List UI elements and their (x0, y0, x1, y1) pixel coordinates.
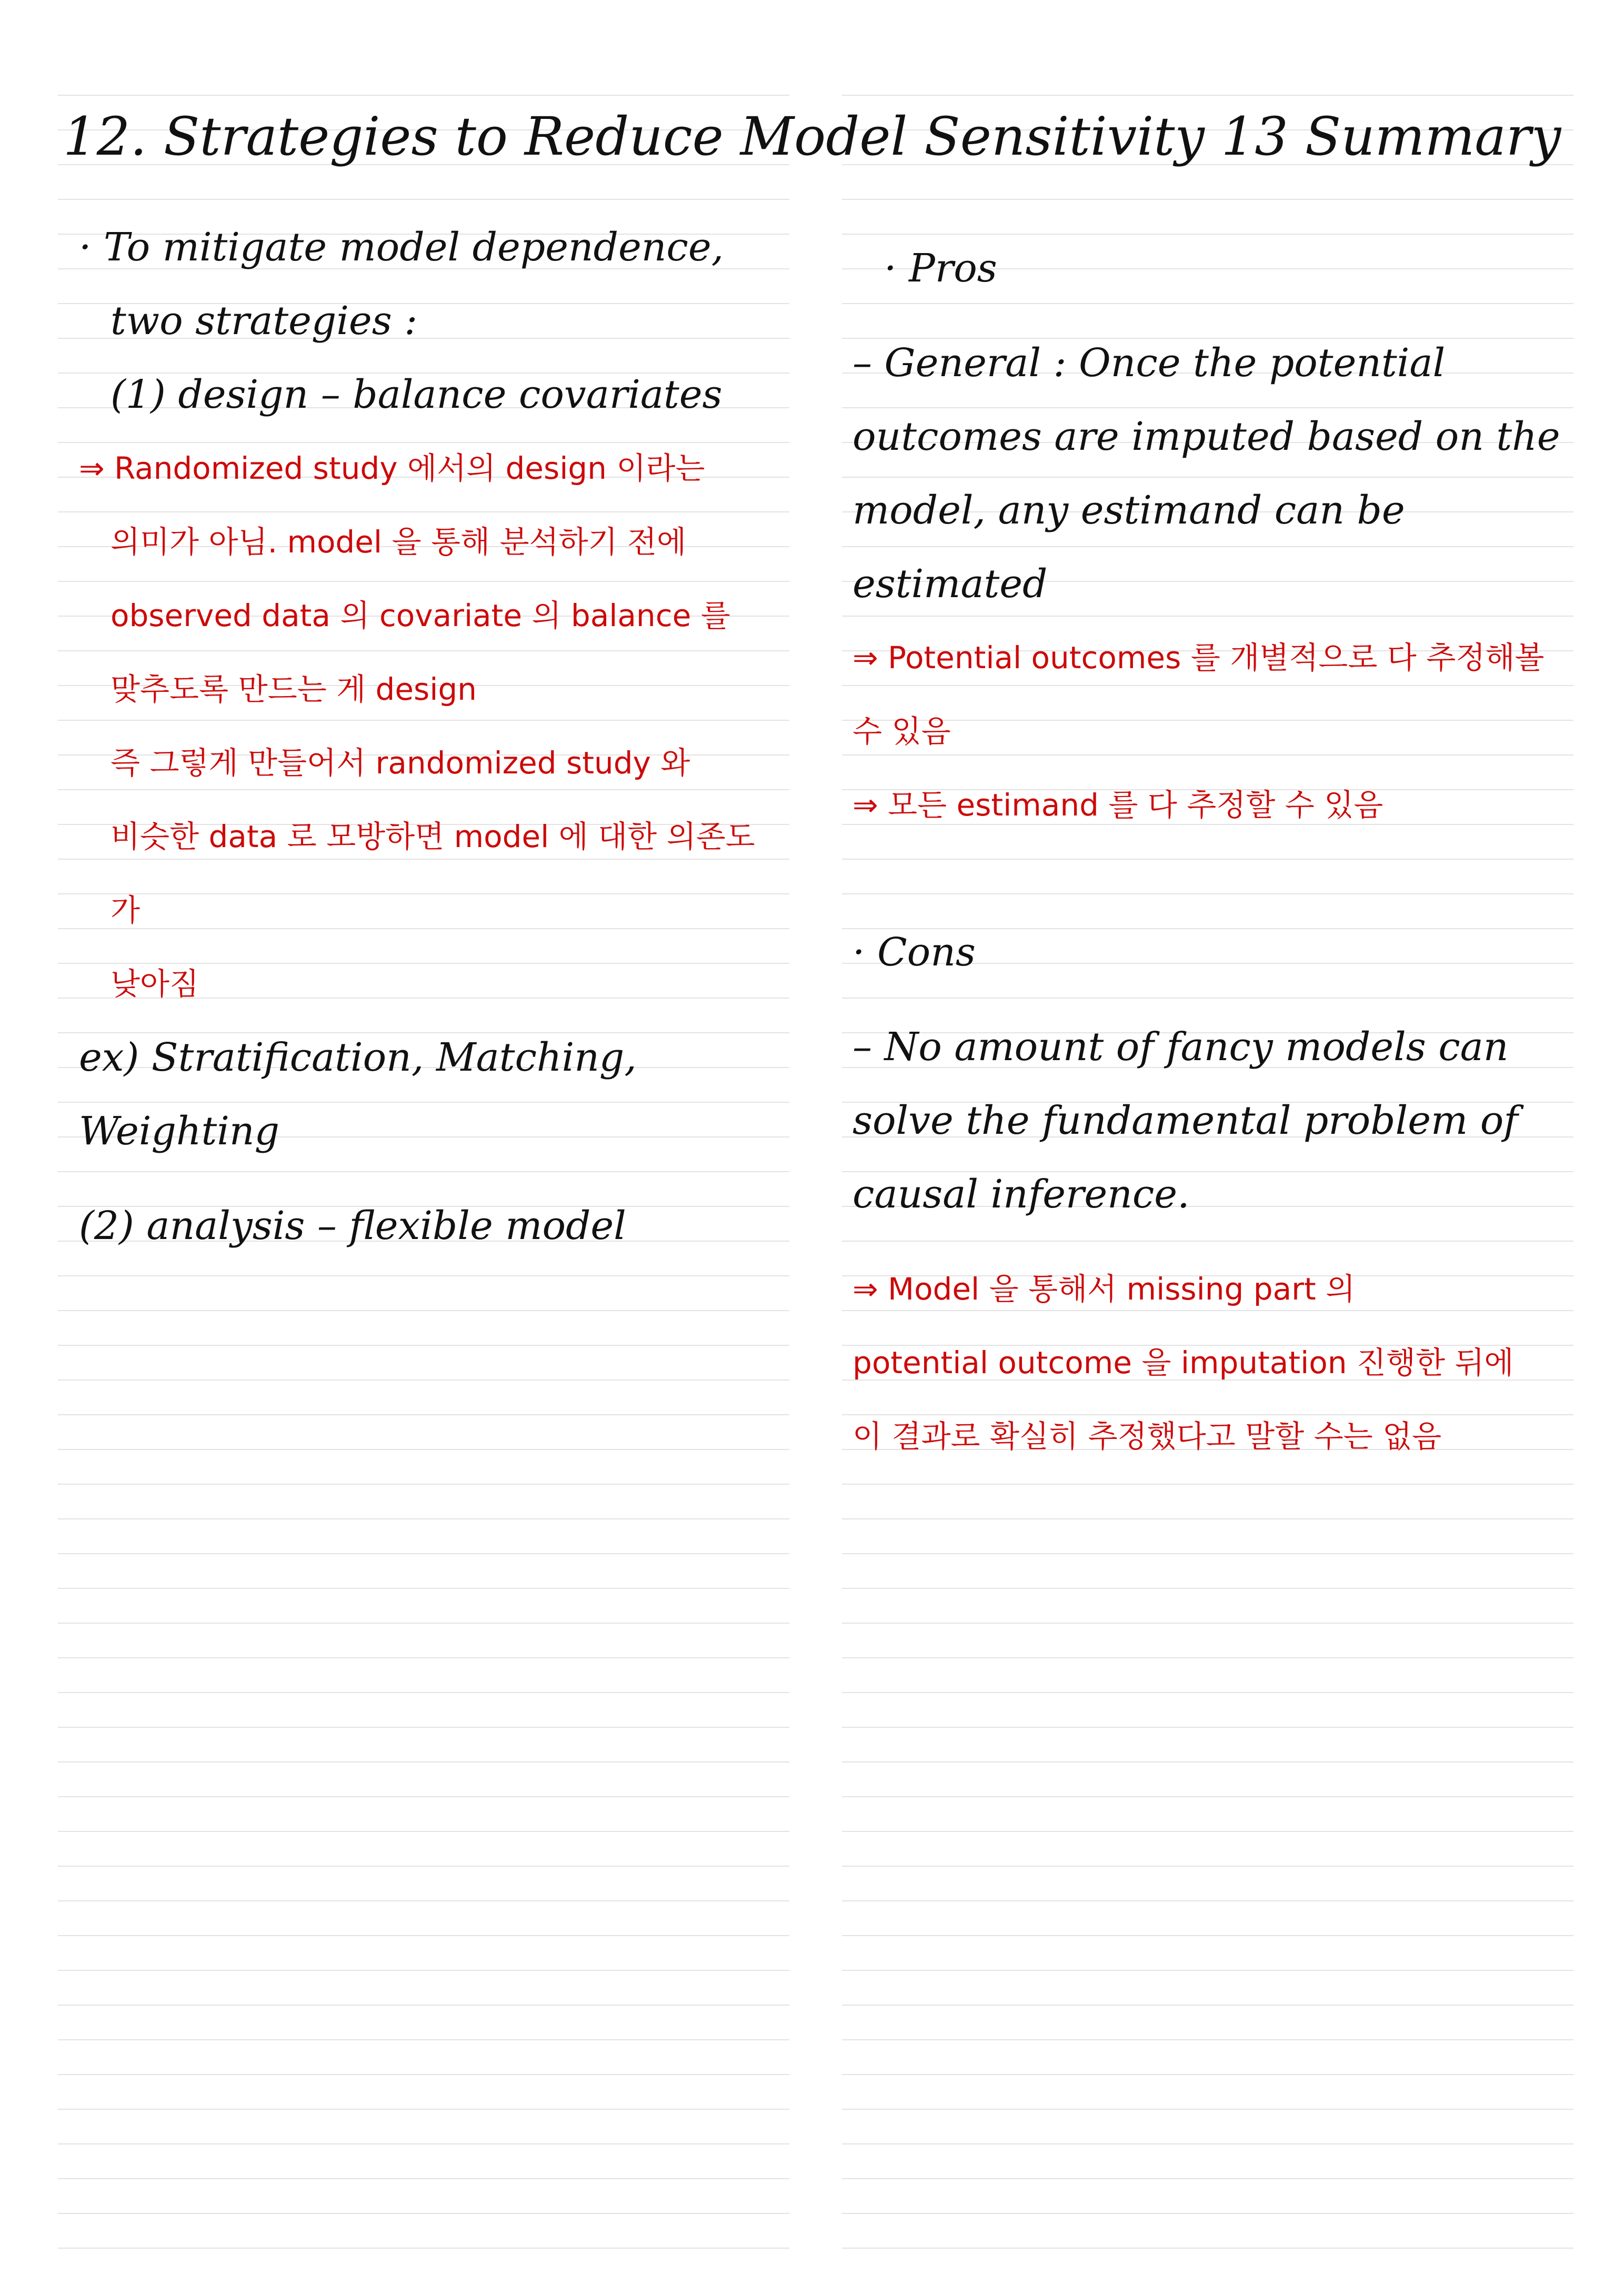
ruled-line (58, 1900, 789, 1901)
cons-line: solve the fundamental problem of (853, 1098, 1518, 1143)
ruled-line (58, 1310, 789, 1311)
design-notes (79, 431, 779, 1021)
ruled-line (58, 2248, 789, 2249)
ruled-line (58, 2143, 789, 2144)
ruled-line (58, 1414, 789, 1415)
intro-line-2: two strategies : (111, 298, 418, 344)
cons-note: 이 결과로 확실히 추정했다고 말할 수는 없음 (853, 1418, 1442, 1454)
ruled-line (58, 1588, 789, 1589)
ruled-line (842, 1692, 1573, 1693)
cons-line: – No amount of fancy models can (853, 1024, 1509, 1070)
ruled-line (58, 1831, 789, 1832)
ruled-line (58, 1518, 789, 1519)
pros-note: ⇒ 모든 estimand 를 다 추정할 수 있음 (853, 787, 1384, 823)
design-note-line: 비슷한 data 로 모방하면 model 에 대한 의존도가 (111, 819, 755, 928)
design-strategy: (1) design – balance covariates (111, 372, 723, 417)
ruled-line (58, 1970, 789, 1971)
pros-heading: · Pros (884, 246, 997, 291)
ruled-line (842, 1518, 1573, 1519)
ruled-line (58, 2178, 789, 2179)
design-note-line: 맞추도록 만드는 게 design (111, 671, 477, 707)
design-note-line: 즉 그렇게 만들어서 randomized study 와 (111, 745, 690, 781)
ruled-line (58, 2074, 789, 2075)
ruled-line (58, 1761, 789, 1763)
ruled-line (842, 2109, 1573, 2110)
ruled-line (58, 1553, 789, 1554)
pros-note: ⇒ Potential outcomes 를 개별적으로 다 추정해볼 수 있음 (853, 640, 1545, 749)
ruled-line (842, 199, 1573, 200)
design-note-line: 낮아짐 (111, 966, 199, 1002)
ruled-line (842, 1761, 1573, 1763)
ruled-line (58, 2005, 789, 2006)
ruled-line (842, 1484, 1573, 1485)
ruled-line (842, 1727, 1573, 1728)
design-note-line: ⇒ Randomized study 에서의 design 이라는 (79, 450, 705, 486)
ruled-line (842, 1935, 1573, 1936)
ruled-line (58, 1449, 789, 1450)
cons-line: causal inference. (853, 1172, 1190, 1217)
analysis-strategy: (2) analysis – flexible model (79, 1203, 626, 1248)
pros-line: model, any estimand can be (853, 488, 1405, 533)
ruled-line (842, 2213, 1573, 2214)
page-title: 12. Strategies to Reduce Model Sensitivity 13 Summary (63, 106, 1561, 167)
pros-line: – General : Once the potential (853, 340, 1446, 386)
ruled-line (842, 95, 1573, 96)
design-note-line: observed data 의 covariate 의 balance 를 (111, 598, 730, 633)
ruled-line (58, 1345, 789, 1346)
cons-note: ⇒ Model 을 통해서 missing part 의 (853, 1271, 1356, 1307)
ruled-line (842, 1900, 1573, 1901)
ruled-line (842, 2039, 1573, 2040)
design-note-line: 의미가 아님. model 을 통해 분석하기 전에 (111, 524, 687, 560)
intro-line-1: · To mitigate model dependence, (79, 225, 724, 270)
ruled-line (842, 1657, 1573, 1658)
ruled-line (58, 199, 789, 200)
examples-line: ex) Stratification, Matching, Weighting (79, 1035, 637, 1154)
ruled-line (58, 2109, 789, 2110)
ruled-line (842, 2178, 1573, 2179)
ruled-line (58, 1484, 789, 1485)
ruled-line (842, 1831, 1573, 1832)
ruled-line (58, 2039, 789, 2040)
ruled-line (58, 1379, 789, 1381)
ruled-line (842, 2143, 1573, 2144)
ruled-line (58, 1623, 789, 1624)
ruled-line (842, 1970, 1573, 1971)
ruled-line (842, 2005, 1573, 2006)
ruled-line (58, 95, 789, 96)
right-column (853, 231, 1563, 1473)
left-column (79, 210, 779, 1263)
ruled-line (842, 1796, 1573, 1797)
ruled-line (58, 1935, 789, 1936)
ruled-line (58, 1692, 789, 1693)
ruled-line (842, 1866, 1573, 1867)
ruled-line (58, 1275, 789, 1276)
pros-line: outcomes are imputed based on the (853, 414, 1560, 459)
ruled-line (58, 1866, 789, 1867)
ruled-line (842, 1553, 1573, 1554)
ruled-line (58, 1727, 789, 1728)
ruled-line (58, 2213, 789, 2214)
ruled-line (842, 2074, 1573, 2075)
pros-line: estimated (853, 561, 1048, 607)
cons-heading: · Cons (853, 930, 976, 975)
ruled-line (842, 2248, 1573, 2249)
ruled-line (58, 1657, 789, 1658)
ruled-line (842, 1623, 1573, 1624)
ruled-line (842, 1588, 1573, 1589)
cons-note: potential outcome 을 imputation 진행한 뒤에 (853, 1345, 1514, 1381)
ruled-line (58, 1796, 789, 1797)
